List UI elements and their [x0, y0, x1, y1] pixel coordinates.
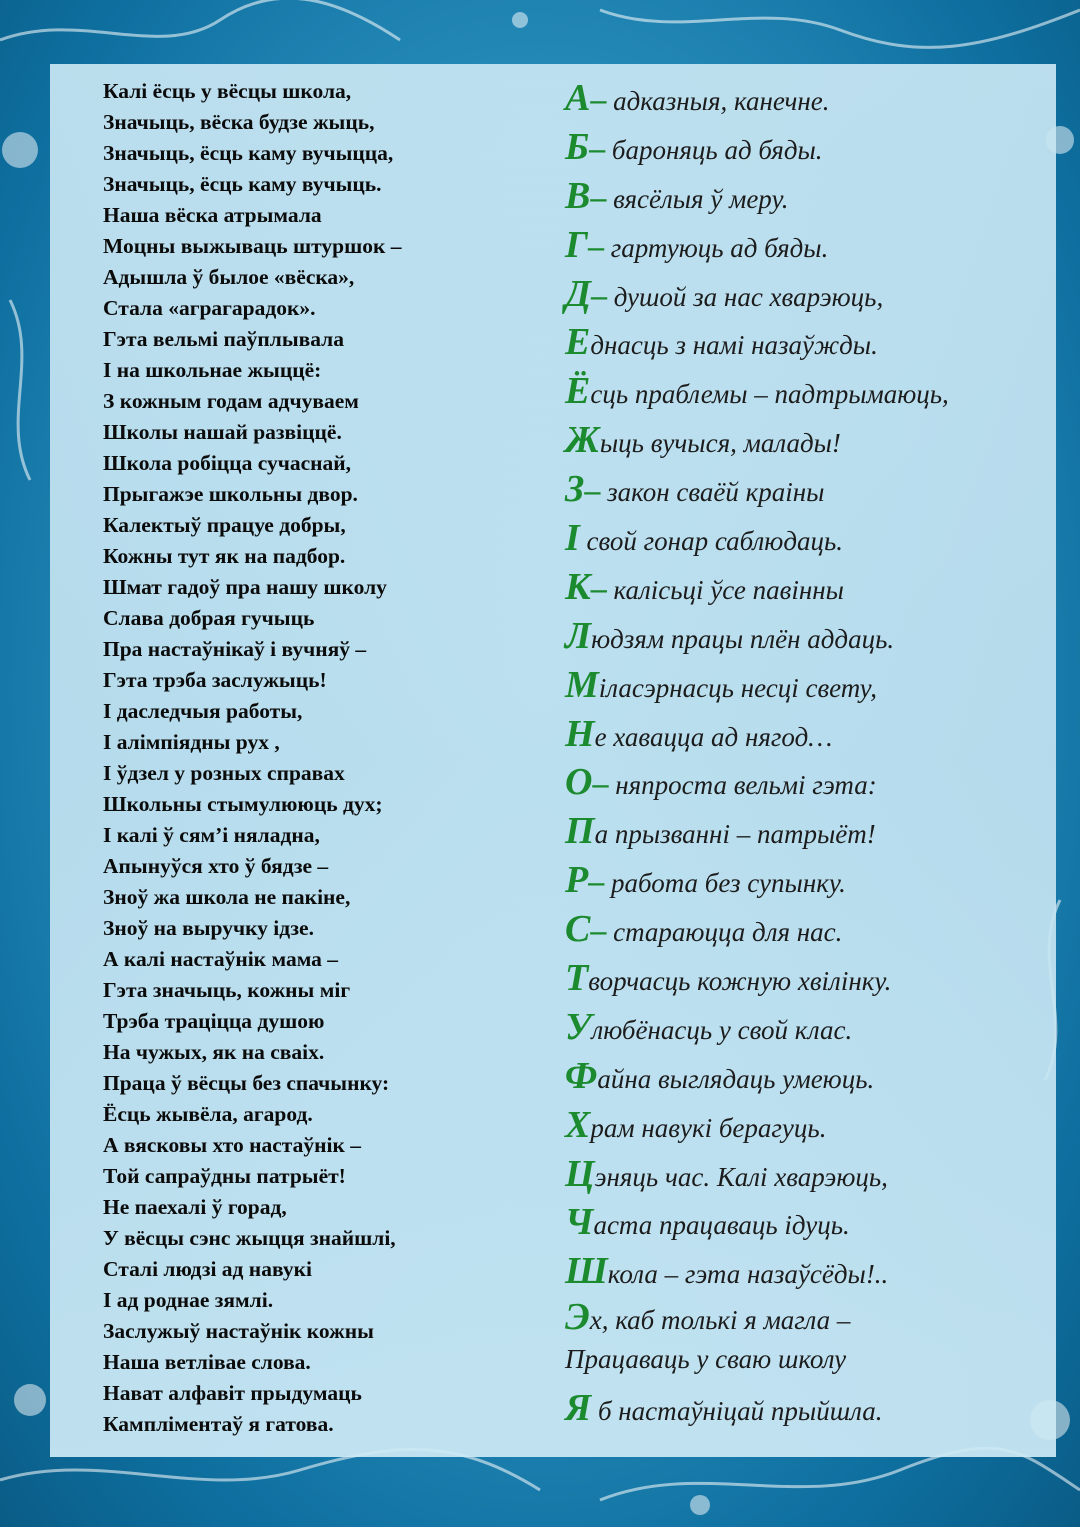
alphabet-phrase: калісьці ўсе павінны	[606, 574, 844, 605]
alphabet-line	[565, 74, 1045, 123]
poem-line: Праца ў вёсцы без спачынку:	[103, 1071, 390, 1095]
poem-line: І алімпіядны рух ,	[103, 730, 280, 754]
alphabet-line	[565, 563, 1045, 612]
alphabet-phrase: свой гонар саблюдаць.	[579, 526, 844, 557]
alphabet-dash: –	[590, 81, 607, 117]
alphabet-phrase: работа без супынку.	[604, 868, 846, 899]
poem-line: Пра настаўнікаў і вучняў –	[103, 637, 367, 661]
alphabet-phrase: кола – гэта назаўсёды!..	[607, 1259, 889, 1290]
alphabet-phrase: закон сваёй краіны	[600, 477, 825, 508]
alphabet-phrase: Працаваць у сваю школу	[565, 1344, 847, 1375]
alphabet-phrase: стараюцца для нас.	[606, 917, 843, 948]
alphabet-line	[565, 465, 1045, 514]
alphabet-line	[565, 1052, 1045, 1101]
alphabet-line	[565, 1296, 1045, 1338]
alphabet-letter: К	[565, 565, 591, 608]
poem-line: Шмат гадоў пра нашу школу	[103, 575, 387, 599]
poem-line: Зноў на выручку ідзе.	[103, 916, 314, 940]
poem-line: Не паехалі ў горад,	[103, 1195, 287, 1219]
alphabet-letter: Х	[565, 1103, 591, 1146]
alphabet-letter: Ф	[565, 1054, 598, 1097]
poem-line: А вясковы хто настаўнік –	[103, 1133, 361, 1157]
alphabet-dash: –	[590, 912, 607, 949]
alphabet-phrase: адказныя, канечне.	[606, 86, 830, 116]
alphabet-dash: –	[584, 472, 601, 509]
poem-line: І калі ў сям’і няладна,	[103, 823, 320, 847]
poem-line: Калі ёсць у вёсцы школа,	[103, 79, 352, 103]
poem-line: Значыць, ёсць каму вучыцца,	[103, 141, 394, 165]
alphabet-phrase: вясёлыя ў меру.	[606, 183, 789, 214]
alphabet-phrase: днасць з намі назаўжды.	[590, 330, 878, 361]
alphabet-letter: Е	[565, 321, 591, 364]
alphabet-letter: Я	[565, 1387, 592, 1430]
alphabet-letter: Н	[565, 712, 595, 755]
alphabet-line	[565, 856, 1045, 905]
poem-line: На чужых, як на сваіх.	[103, 1040, 325, 1064]
poem-line: І даследчыя работы,	[103, 699, 303, 723]
alphabet-letter: М	[565, 663, 599, 706]
poem-line: Гэта трэба заслужыць!	[103, 668, 327, 692]
alphabet-letter: З	[565, 468, 585, 511]
poem-line: Зноў жа школа не пакіне,	[103, 885, 351, 909]
alphabet-line	[565, 1380, 1045, 1429]
poem-line: Моцны выжываць штуршок –	[103, 234, 402, 258]
poem-line: І ўдзел у розных справах	[103, 761, 345, 785]
alphabet-phrase: ворчасць кожную хвілінку.	[588, 966, 892, 997]
alphabet-line	[565, 758, 1045, 807]
alphabet-line	[565, 1338, 1045, 1380]
alphabet-line	[565, 123, 1045, 172]
poem-line: Наша ветлівае слова.	[103, 1350, 311, 1374]
alphabet-letter: Ч	[565, 1201, 594, 1244]
alphabet-line	[565, 807, 1045, 856]
poem-line: Гэта вельмі паўплывала	[103, 327, 344, 351]
poem-line: Заслужыў настаўнік кожны	[103, 1319, 374, 1343]
poem-line: Значыць, вёска будзе жыць,	[103, 110, 375, 134]
alphabet-phrase: айна выглядаць умеюць.	[597, 1063, 875, 1094]
poem-line: Нават алфавіт прыдумаць	[103, 1381, 362, 1405]
alphabet-letter: Д	[565, 272, 591, 315]
alphabet-line	[565, 905, 1045, 954]
poem-text	[103, 76, 523, 1440]
alphabet-phrase: няпроста вельмі гэта:	[608, 770, 877, 801]
alphabet-line	[565, 270, 1045, 319]
poem-line: Той сапраўдны патрыёт!	[103, 1164, 346, 1188]
alphabet-phrase: аста працаваць ідуць.	[593, 1210, 850, 1241]
alphabet-letter: А	[565, 77, 591, 119]
alphabet-line	[565, 661, 1045, 710]
alphabet-phrase: эняць час. Калі хварэюць,	[594, 1161, 888, 1192]
alphabet-dash: –	[590, 276, 607, 313]
poem-line: У вёсцы сэнс жыцця знайшлі,	[103, 1226, 396, 1250]
poem-line: Школьны стымулююць дух;	[103, 792, 383, 816]
poem-line: Школа робіцца сучаснай,	[103, 451, 352, 475]
poem-line: Значыць, ёсць каму вучыць.	[103, 172, 382, 196]
poem-line: Апынуўся хто ў бядзе –	[103, 854, 329, 878]
alphabet-letter: Г	[565, 223, 588, 266]
poem-line: Гэта значыць, кожны міг	[103, 978, 351, 1002]
alphabet-phrase: е хавацца ад нягод…	[594, 721, 833, 752]
alphabet-phrase: гартуюць ад бяды.	[603, 232, 829, 263]
alphabet-letter: С	[565, 908, 591, 951]
poem-line: Ёсць жывёла, агарод.	[103, 1102, 313, 1126]
alphabet-phrase: іласэрнасць несці свету,	[598, 672, 878, 703]
poem-line: Наша вёска атрымала	[103, 203, 322, 227]
poem-line: А калі настаўнік мама –	[103, 947, 339, 971]
alphabet-dash: –	[587, 227, 604, 264]
alphabet-dash: –	[592, 765, 609, 802]
poem-line: Трэба траціцца душою	[103, 1009, 325, 1033]
alphabet-line	[565, 710, 1045, 759]
alphabet-line	[565, 954, 1045, 1003]
poem-line: Прыгажэе школьны двор.	[103, 482, 358, 506]
poem-line: Адышла ў былое «вёска»,	[103, 265, 355, 289]
alphabet-line	[565, 367, 1045, 416]
alphabet-line	[565, 318, 1045, 367]
alphabet-line	[565, 172, 1045, 221]
alphabet-letter: Ш	[565, 1250, 608, 1293]
poem-line: Школы нашай развіццё.	[103, 420, 342, 444]
alphabet-phrase: сць праблемы – падтрымаюць,	[590, 379, 949, 410]
alphabet-letter: Р	[565, 859, 589, 902]
alphabet-dash: –	[590, 569, 607, 606]
alphabet-line	[565, 1150, 1045, 1199]
teacher-alphabet-list	[565, 74, 1045, 1429]
alphabet-letter: Б	[565, 125, 590, 168]
alphabet-letter: У	[565, 1005, 592, 1048]
alphabet-phrase: юдзям працы плён аддаць.	[591, 623, 895, 654]
poem-line: Кожны тут як на падбор.	[103, 544, 346, 568]
alphabet-letter: Э	[565, 1296, 590, 1339]
alphabet-letter: Т	[565, 957, 589, 1000]
poem-line: Слава добрая гучыць	[103, 606, 315, 630]
alphabet-line	[565, 1101, 1045, 1150]
alphabet-line	[565, 612, 1045, 661]
poem-line: Сталі людзі ад навукі	[103, 1257, 312, 1281]
alphabet-letter: В	[565, 174, 591, 217]
alphabet-phrase: ыць вучыся, малады!	[599, 428, 841, 459]
alphabet-phrase: любёнасць у свой клас.	[591, 1014, 853, 1045]
poem-line: І на школьнае жыццё:	[103, 358, 322, 382]
alphabet-letter: Л	[565, 614, 592, 657]
alphabet-letter: Ж	[565, 419, 600, 462]
alphabet-line	[565, 416, 1045, 465]
alphabet-phrase: бароняць ад бяды.	[605, 134, 823, 165]
alphabet-line	[565, 1198, 1045, 1247]
alphabet-letter: П	[565, 810, 595, 853]
poem-line: І ад роднае зямлі.	[103, 1288, 274, 1312]
alphabet-line	[565, 1003, 1045, 1052]
poem-line: З кожным годам адчуваем	[103, 389, 359, 413]
poem-line: Стала «аграгарадок».	[103, 296, 316, 320]
alphabet-letter: Ё	[565, 370, 591, 413]
alphabet-phrase: рам навукі берагуць.	[590, 1112, 827, 1143]
alphabet-letter: О	[565, 761, 593, 804]
alphabet-line	[565, 514, 1045, 563]
alphabet-phrase: душой за нас хварэюць,	[606, 281, 884, 312]
alphabet-dash: –	[589, 129, 606, 166]
alphabet-phrase: х, каб толькі я магла –	[589, 1305, 851, 1336]
alphabet-line	[565, 221, 1045, 270]
alphabet-phrase: а прызванні – патрыёт!	[594, 819, 876, 850]
poem-line: Кампліментаў я гатова.	[103, 1412, 334, 1436]
alphabet-phrase: б настаўніцай прыйшла.	[591, 1396, 883, 1427]
alphabet-dash: –	[590, 178, 607, 215]
poem-line: Калектыў працуе добры,	[103, 513, 346, 537]
alphabet-letter: Ц	[565, 1152, 595, 1195]
alphabet-letter: І	[565, 517, 580, 560]
alphabet-dash: –	[588, 863, 605, 900]
alphabet-line	[565, 1247, 1045, 1296]
